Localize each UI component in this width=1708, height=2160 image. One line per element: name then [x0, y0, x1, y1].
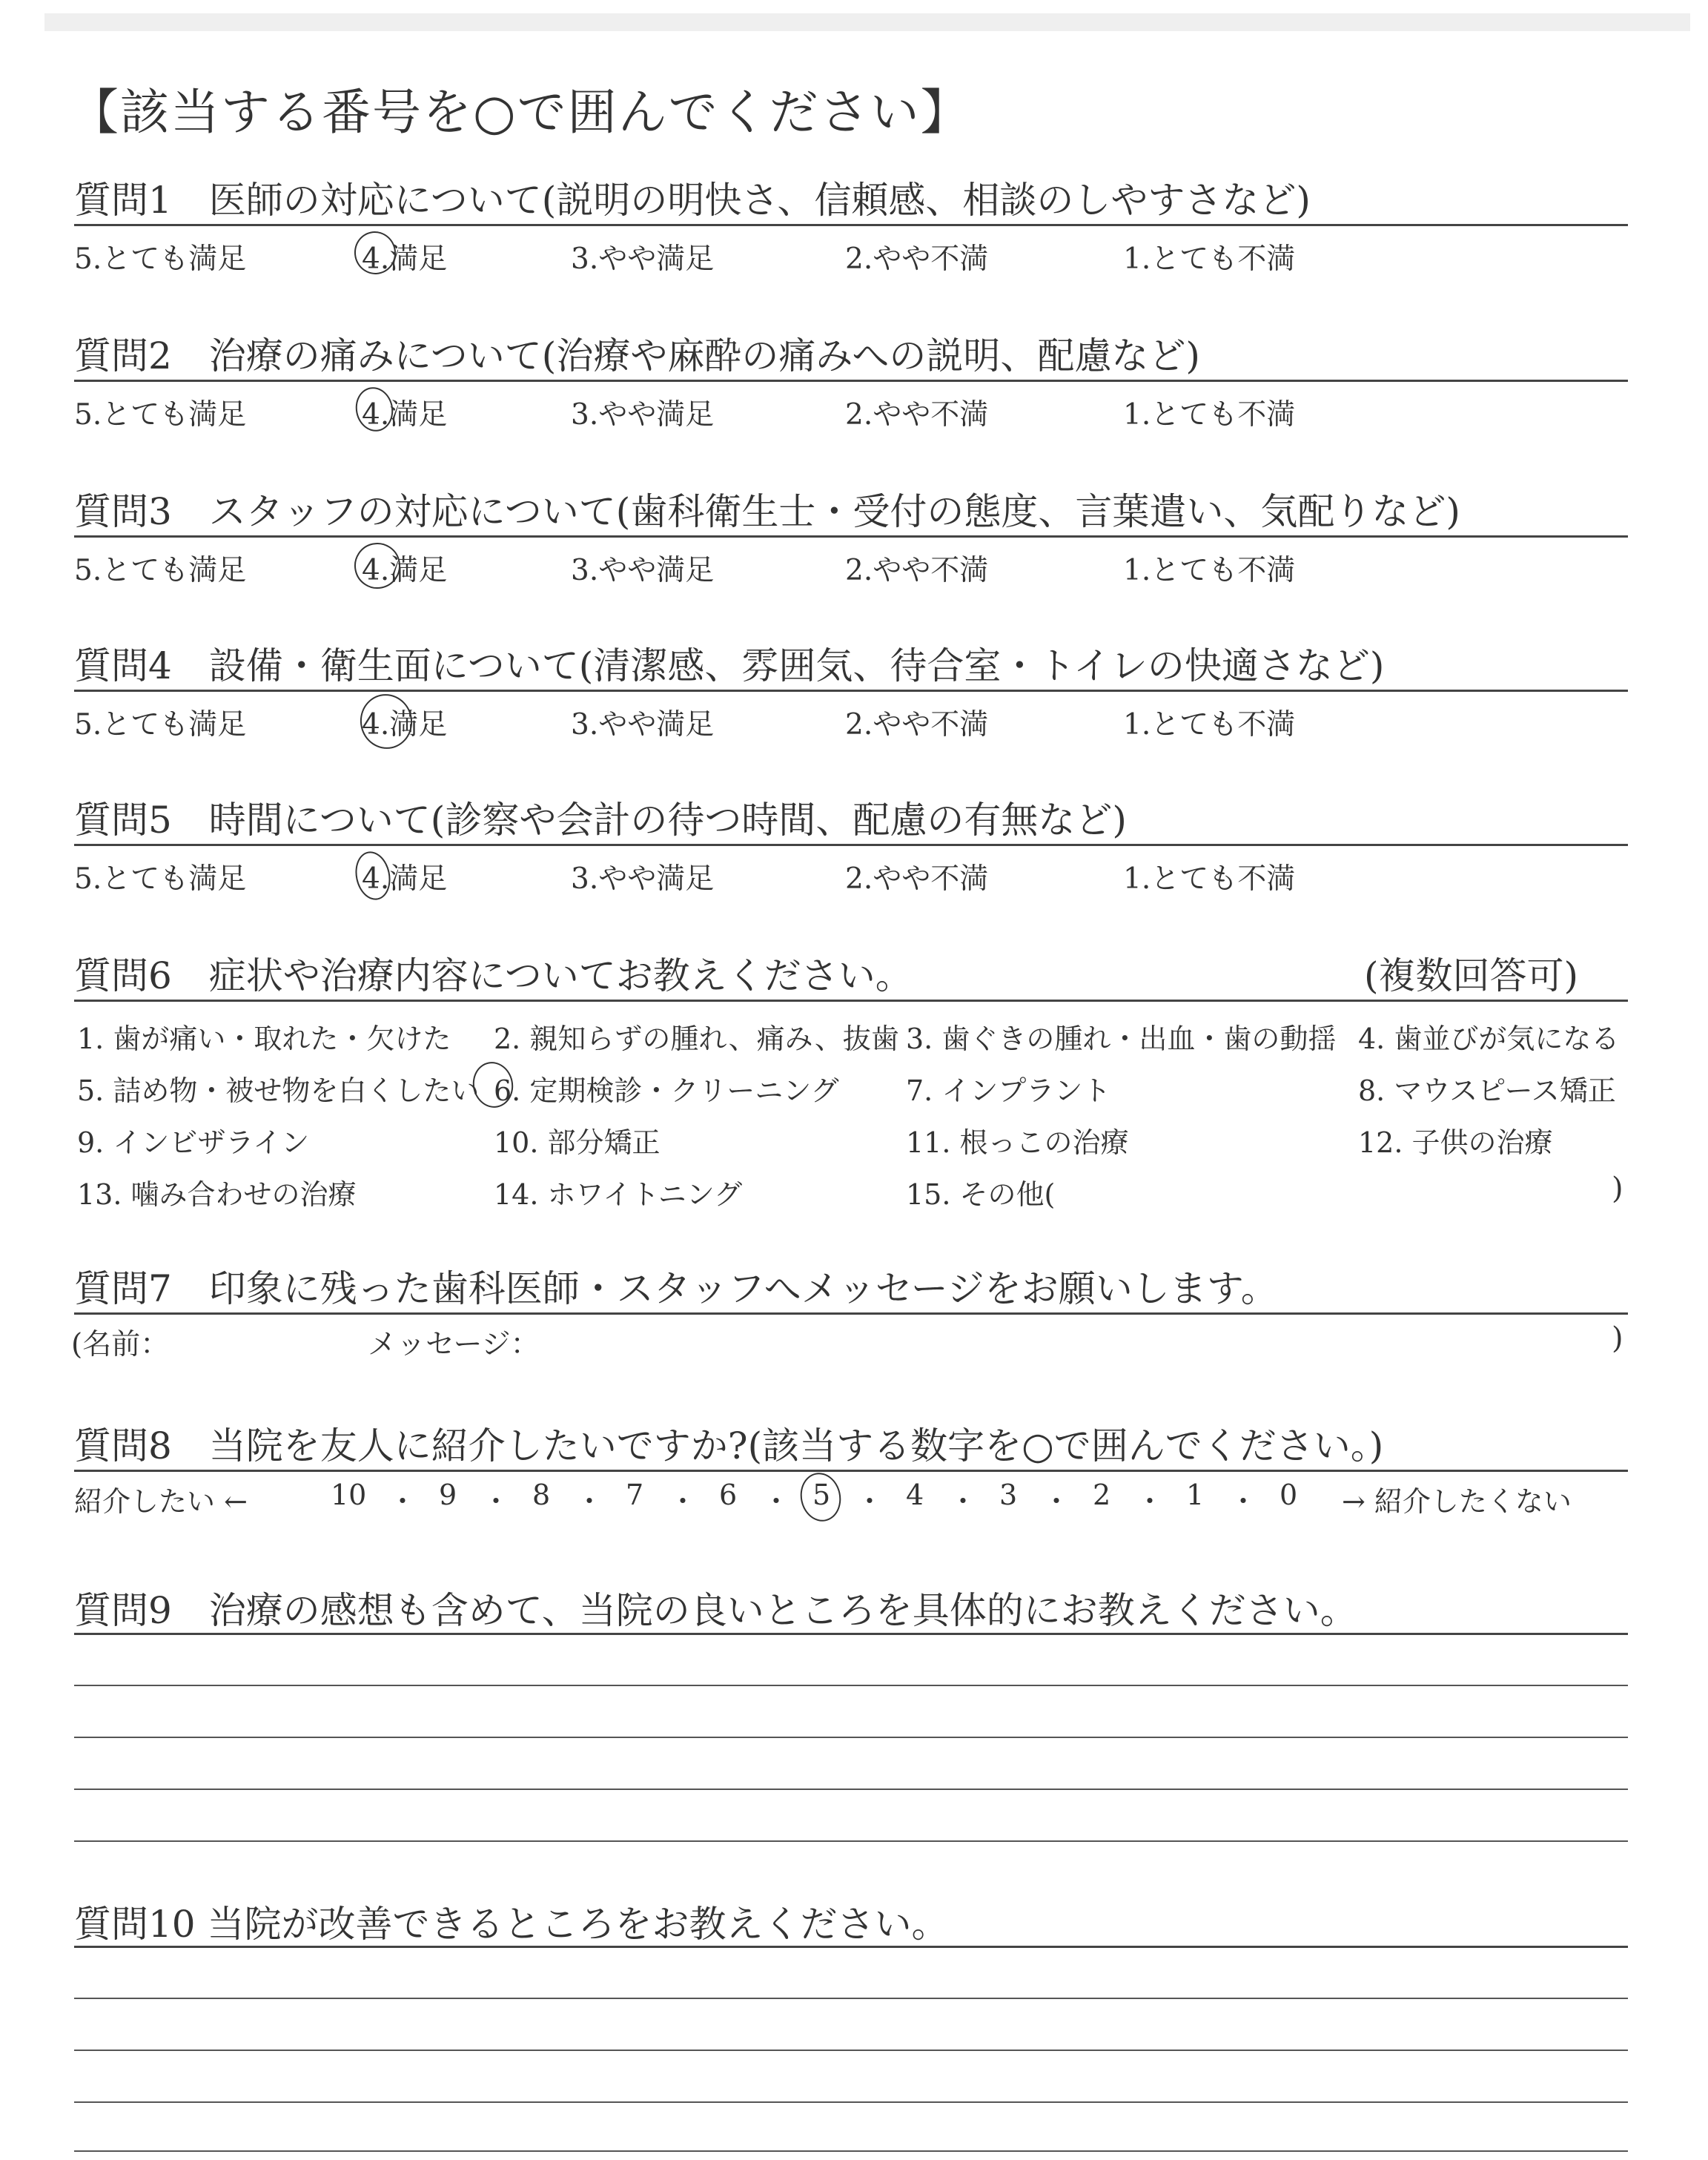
q8-scale-0[interactable]: 0: [1280, 1479, 1298, 1511]
q8-separator: ・: [482, 1485, 511, 1518]
q6-option-6[interactable]: 6. 定期検診・クリーニング: [494, 1074, 839, 1107]
q10-answer-line[interactable]: [74, 1998, 1628, 1999]
question-9-title: 質問9 治療の感想も含めて、当院の良いところを具体的にお教えください。: [74, 1589, 1357, 1632]
q8-scale-5[interactable]: 5: [812, 1479, 831, 1511]
q5-option-2[interactable]: 2.やや不満: [845, 862, 989, 896]
q8-separator: ・: [855, 1485, 884, 1518]
q9-answer-line[interactable]: [74, 1789, 1628, 1790]
scan-top-edge: [44, 13, 1690, 31]
q4-option-5[interactable]: 5.とても満足: [74, 708, 247, 742]
q6-option-1[interactable]: 1. 歯が痛い・取れた・欠けた: [77, 1023, 451, 1055]
question-9-rule: [74, 1633, 1628, 1635]
q5-option-1[interactable]: 1.とても不満: [1123, 862, 1296, 896]
q8-separator: ・: [575, 1485, 604, 1518]
q2-option-3[interactable]: 3.やや満足: [571, 398, 715, 432]
q6-option-11[interactable]: 11. 根っこの治療: [906, 1126, 1129, 1159]
q6-option-4[interactable]: 4. 歯並びが気になる: [1358, 1023, 1620, 1055]
q8-scale-3[interactable]: 3: [999, 1479, 1018, 1511]
question-8-rule: [74, 1470, 1628, 1472]
q6-option-13[interactable]: 13. 噛み合わせの治療: [77, 1178, 357, 1211]
question-10-rule: [74, 1946, 1628, 1948]
question-5-rule: [74, 844, 1628, 846]
q8-scale-10[interactable]: 10: [331, 1479, 367, 1511]
q8-scale-8[interactable]: 8: [532, 1479, 551, 1511]
q1-option-1[interactable]: 1.とても不満: [1123, 242, 1296, 276]
q8-scale-9[interactable]: 9: [439, 1479, 457, 1511]
q8-separator: ・: [1042, 1485, 1071, 1518]
question-4-rule: [74, 690, 1628, 692]
q4-selected-circle: [355, 690, 417, 754]
q3-option-4[interactable]: 4.満足: [362, 554, 448, 587]
q8-left-label: 紹介したい ←: [74, 1485, 248, 1518]
q7-message-label: メッセージ：: [368, 1328, 540, 1361]
question-1-rule: [74, 224, 1628, 226]
q8-right-label: → 紹介したくない: [1342, 1485, 1572, 1518]
q8-scale-1[interactable]: 1: [1186, 1479, 1205, 1511]
q8-separator: ・: [762, 1485, 791, 1518]
q8-selected-circle: [796, 1469, 846, 1525]
q8-separator: ・: [388, 1485, 417, 1518]
q4-option-3[interactable]: 3.やや満足: [571, 708, 715, 742]
q5-option-5[interactable]: 5.とても満足: [74, 862, 247, 896]
q5-option-3[interactable]: 3.やや満足: [571, 862, 715, 896]
q2-option-5[interactable]: 5.とても満足: [74, 398, 247, 432]
q6-option-12[interactable]: 12. 子供の治療: [1358, 1126, 1553, 1159]
q7-name-label: (名前：: [71, 1328, 170, 1361]
q8-separator: ・: [949, 1485, 978, 1518]
question-5-title: 質問5 時間について(診察や会計の待つ時間、配慮の有無など): [74, 799, 1127, 842]
question-7-title: 質問7 印象に残った歯科医師・スタッフへメッセージをお願いします。: [74, 1267, 1278, 1310]
q6-option-10[interactable]: 10. 部分矯正: [494, 1126, 661, 1159]
q3-option-1[interactable]: 1.とても不満: [1123, 554, 1296, 587]
q1-option-3[interactable]: 3.やや満足: [571, 242, 715, 276]
question-4-title: 質問4 設備・衛生面について(清潔感、雰囲気、待合室・トイレの快適さなど): [74, 644, 1385, 687]
q8-separator: ・: [669, 1485, 698, 1518]
q9-answer-line[interactable]: [74, 1840, 1628, 1842]
page-title: 【該当する番号を○で囲んでください】: [70, 84, 971, 141]
q3-option-5[interactable]: 5.とても満足: [74, 554, 247, 587]
q6-option-3[interactable]: 3. 歯ぐきの腫れ・出血・歯の動揺: [906, 1023, 1337, 1055]
q9-answer-line[interactable]: [74, 1685, 1628, 1686]
q2-option-4[interactable]: 4.満足: [362, 398, 448, 432]
q9-answer-line[interactable]: [74, 1737, 1628, 1738]
q10-answer-line[interactable]: [74, 2150, 1628, 2152]
q1-option-4[interactable]: 4.満足: [362, 242, 448, 276]
question-8-title: 質問8 当院を友人に紹介したいですか?(該当する数字を○で囲んでください。): [74, 1424, 1384, 1467]
q3-option-3[interactable]: 3.やや満足: [571, 554, 715, 587]
question-6-note: (複数回答可): [1364, 954, 1579, 997]
q4-option-4[interactable]: 4.満足: [362, 708, 448, 742]
question-6-title: 質問6 症状や治療内容についてお教えください。: [74, 954, 913, 997]
q8-scale-4[interactable]: 4: [906, 1479, 924, 1511]
question-7-rule: [74, 1312, 1628, 1315]
q6-option-5[interactable]: 5. 詰め物・被せ物を白くしたい: [77, 1074, 480, 1107]
q8-scale-7[interactable]: 7: [626, 1479, 644, 1511]
q2-option-1[interactable]: 1.とても不満: [1123, 398, 1296, 432]
q1-option-5[interactable]: 5.とても満足: [74, 242, 247, 276]
question-3-title: 質問3 スタッフの対応について(歯科衛生士・受付の態度、言葉遣い、気配りなど): [74, 490, 1460, 533]
question-3-rule: [74, 535, 1628, 538]
q6-option-15[interactable]: 15. その他(: [906, 1178, 1056, 1211]
q1-option-2[interactable]: 2.やや不満: [845, 242, 989, 276]
q8-separator: ・: [1136, 1485, 1165, 1518]
q10-answer-line[interactable]: [74, 2101, 1628, 2103]
q6-option-2[interactable]: 2. 親知らずの腫れ、痛み、抜歯: [494, 1023, 899, 1055]
q4-option-1[interactable]: 1.とても不満: [1123, 708, 1296, 742]
q6-option-9[interactable]: 9. インビザライン: [77, 1126, 310, 1159]
q6-other-close-paren: ): [1612, 1172, 1623, 1206]
q5-option-4[interactable]: 4.満足: [362, 862, 448, 896]
q8-scale-2[interactable]: 2: [1093, 1479, 1111, 1511]
question-10-title: 質問10 当院が改善できるところをお教えください。: [74, 1903, 949, 1946]
question-2-title: 質問2 治療の痛みについて(治療や麻酔の痛みへの説明、配慮など): [74, 334, 1200, 377]
question-2-rule: [74, 380, 1628, 382]
q8-scale-6[interactable]: 6: [719, 1479, 738, 1511]
q4-option-2[interactable]: 2.やや不満: [845, 708, 989, 742]
q6-option-7[interactable]: 7. インプラント: [906, 1074, 1111, 1107]
q10-answer-line[interactable]: [74, 2050, 1628, 2051]
q6-option-8[interactable]: 8. マウスピース矯正: [1358, 1074, 1616, 1107]
question-6-rule: [74, 1000, 1628, 1002]
question-1-title: 質問1 医師の対応について(説明の明快さ、信頼感、相談のしやすさなど): [74, 179, 1311, 222]
q8-separator: ・: [1229, 1485, 1258, 1518]
q6-option-14[interactable]: 14. ホワイトニング: [494, 1178, 743, 1211]
q2-option-2[interactable]: 2.やや不満: [845, 398, 989, 432]
q7-close-paren: ): [1612, 1321, 1623, 1355]
q3-option-2[interactable]: 2.やや不満: [845, 554, 989, 587]
